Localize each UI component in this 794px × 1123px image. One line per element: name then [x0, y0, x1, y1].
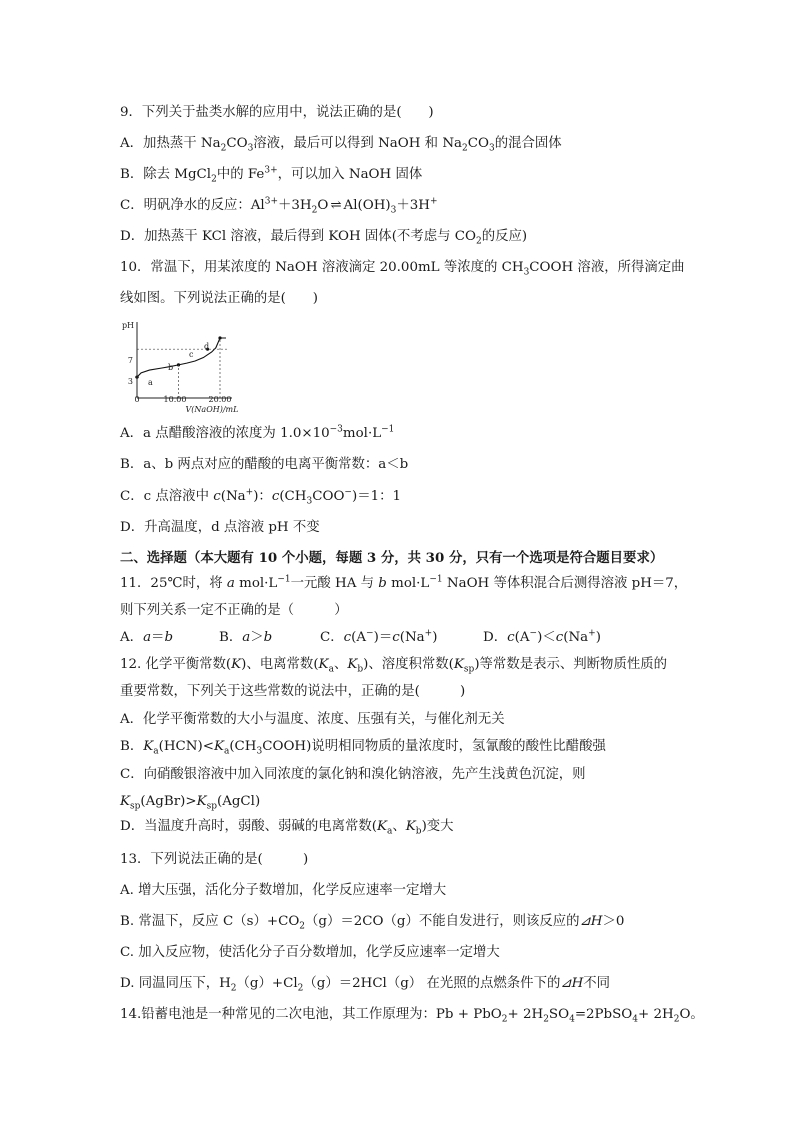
q11-option-c: C．c(A−)＝c(Na+) [320, 628, 438, 645]
y-tick-1: 7 [127, 356, 133, 365]
q10-option-b: B．a、b 两点对应的醋酸的电离平衡常数：a＜b [120, 457, 409, 472]
q10-stem-line1: 10．常温下，用某浓度的 NaOH 溶液滴定 20.00mL 等浓度的 $CH_3COOH$ 溶液，所得滴定曲 [120, 260, 685, 278]
q12-option-b: B．$K_a(HCN)<K_a(CH_3COOH)$说明相同物质的量浓度时，氢氰酸的酸性比醋酸强 [120, 739, 606, 757]
point-label-b: b [168, 363, 174, 372]
q9-option-a: A．加热蒸干 $Na_2CO_3$溶液，最后可以得到 NaOH 和 $Na_2CO_3$的混合固体 [120, 136, 562, 154]
q12-option-c-line2: $K_{sp}(AgBr)>K_{sp}(AgCl)$ [120, 794, 261, 812]
titration-curve [137, 338, 226, 377]
q10-option-a: A．a 点醋酸溶液的浓度为 $1.0\times 10^{-3}mol\cdot L^{-1}$ [120, 424, 395, 441]
q9-option-d: D．加热蒸干 KCl 溶液，最后得到 KOH 固体(不考虑与 $CO_2$的反应) [120, 229, 528, 247]
q12-option-a: A．化学平衡常数的大小与温度、浓度、压强有关，与催化剂无关 [120, 712, 505, 727]
x-tick-1: 10.00 [163, 395, 187, 404]
q9-option-b: B．除去 MgCl$_2$中的 $Fe^{3+}$，可以加入 NaOH 固体 [120, 165, 423, 185]
q11-stem-line1: 11．25℃时，将 a $mol\cdot L^{-1}$一元酸 HA 与 b $mol\cdot L^{-1}$ NaOH 等体积混合后测得溶液 pH＝7， [120, 574, 688, 591]
q14-stem: 14.铅蓄电池是一种常见的二次电池，其工作原理为：$Pb + PbO_2+ 2H_2SO_4=2PbSO_4+ 2H_2O$。 [120, 1007, 704, 1025]
y-tick-0: 3 [127, 377, 133, 386]
q10-stem-line2: 线如图。下列说法正确的是( ) [120, 291, 318, 306]
x-tick-0: 0 [134, 395, 140, 404]
q11-option-a: A．a＝b [120, 630, 174, 645]
titration-chart [120, 318, 250, 414]
section-heading: 二、选择题（本大题有 10 个小题，每题 3 分，共 30 分，只有一个选项是符合题目要求） [120, 550, 664, 566]
q11-option-d: D．c(A−)＜c(Na+) [483, 628, 601, 645]
point-label-a: a [148, 378, 153, 387]
q13-option-b: B. 常温下，反应 $C(s)+CO_2(g)=2CO(g)$不能自发进行，则该反应的⊿H＞0 [120, 914, 625, 932]
point-label-d: d [204, 342, 210, 351]
equilibrium-arrow-icon: ⇌ [330, 198, 342, 213]
q12-option-c-line1: C．向硝酸银溶液中加入同浓度的氯化钠和溴化钠溶液，先产生浅黄色沉淀，则 [120, 767, 586, 782]
q12-stem-line1: 12. 化学平衡常数(K)、电离常数($K_a$、$K_b$)、溶度积常数$(K_{sp})$等常数是表示、判断物质性质的 [120, 657, 668, 675]
x-tick-2: 20.00 [208, 395, 232, 404]
q13-option-d: D. 同温同压下，$H_2(g)+Cl_2(g)=2HCl(g)$ 在光照的点燃条件下的⊿H不同 [120, 976, 611, 994]
q13-stem: 13．下列说法正确的是( ) [120, 852, 309, 867]
q13-option-a: A. 增大压强，活化分子数增加，化学反应速率一定增大 [120, 883, 447, 898]
x-axis-label: V(NaOH)/mL [185, 405, 239, 414]
y-axis-label: pH [121, 321, 135, 330]
q11-option-b: B．a＞b [219, 630, 273, 645]
q13-option-c: C. 加入反应物，使活化分子百分数增加，化学反应速率一定增大 [120, 945, 500, 960]
q9-stem: 9．下列关于盐类水解的应用中，说法正确的是( ) [120, 105, 434, 120]
q10-option-c: C．c 点溶液中 c(Na+)：$c(CH_3COO^-)=1$：1 [120, 487, 402, 507]
q12-stem-line2: 重要常数，下列关于这些常数的说法中，正确的是( ) [120, 684, 466, 699]
q12-option-d: D．当温度升高时，弱酸、弱碱的电离常数($K_a$、$K_b$)变大 [120, 819, 454, 837]
q10-option-d: D．升高温度，d 点溶液 pH 不变 [120, 520, 320, 535]
q9-option-c: C．明矾净水的反应：$Al^{3+}+3H_2O$ ⇌ $Al(OH)_3+3H^+$ [120, 196, 438, 216]
q11-stem-line2: 则下列关系一定不正确的是（ ） [120, 603, 348, 618]
point-label-c: c [189, 350, 194, 359]
